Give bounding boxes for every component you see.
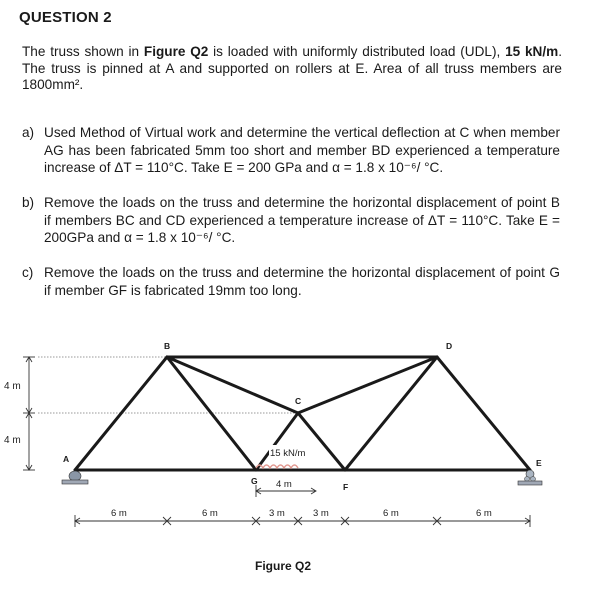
part-a-label: a): [22, 125, 35, 140]
member-ab: [75, 357, 167, 470]
node-label-e: E: [536, 458, 542, 468]
height-dim-label-2: 4 m: [4, 435, 21, 446]
member-bc: [167, 357, 298, 413]
node-label-b: B: [164, 341, 171, 351]
height-dim-label-1: 4 m: [4, 381, 21, 392]
member-cd: [298, 357, 437, 413]
truss-figure: [0, 330, 607, 597]
span-label-2: 6 m: [202, 508, 218, 519]
span-dimension-line: [75, 515, 530, 527]
intro-text-2: is loaded with uniformly distributed load (UDL),: [208, 44, 506, 59]
intro-figure-ref: Figure Q2: [143, 44, 209, 59]
part-b-text: Remove the loads on the truss and determine the horizontal displacement of point B if members BC and CD experienced a temperature increase of ΔT = 110°C. Take E = 200GPa and α = 1.8 x 10⁻⁶/ °C.: [44, 195, 560, 245]
node-label-f: F: [343, 482, 349, 492]
member-de: [437, 357, 530, 470]
node-label-d: D: [446, 341, 453, 351]
pin-support-a: [62, 471, 88, 484]
member-cf: [298, 413, 345, 470]
span-label-6: 6 m: [476, 508, 492, 519]
udl-load-symbol: [256, 465, 298, 468]
member-bg: [167, 357, 256, 470]
node-label-c: C: [295, 396, 302, 406]
part-a-text: Used Method of Virtual work and determine the vertical deflection at C when member AG has been fabricated 5mm too short and member BD experienced a temperature increase of ΔT = 110°C. Take E = 200 GPa and α = 1.8 x 10⁻⁶/ °C.: [44, 125, 560, 175]
node-label-g: G: [251, 476, 258, 486]
intro-text-1: The truss shown in: [22, 44, 144, 59]
part-c-label: c): [22, 265, 34, 280]
span-label-3: 3 m: [269, 508, 285, 519]
roller-support-e: [518, 470, 542, 485]
span-label-1: 6 m: [111, 508, 127, 519]
intro-text-3: . The truss is pinned at A and supported on rollers at E. Area of all truss members are 1800mm².: [22, 44, 562, 92]
part-c-text: Remove the loads on the truss and determine the horizontal displacement of point G if member GF is fabricated 19mm too long.: [44, 265, 560, 298]
part-b-label: b): [22, 195, 35, 210]
figure-caption: Figure Q2: [255, 559, 312, 573]
question-title: QUESTION 2: [19, 9, 112, 26]
height-dimension: [23, 357, 35, 470]
intro-load-value: 15 kN/m: [505, 44, 559, 59]
udl-label: 15 kN/m: [270, 448, 306, 459]
span-label-5: 6 m: [383, 508, 399, 519]
problem-statement: [22, 44, 562, 94]
node-label-a: A: [63, 454, 70, 464]
span-label-4: 3 m: [313, 508, 329, 519]
udl-span-label: 4 m: [276, 479, 292, 490]
member-gc: [256, 413, 298, 470]
